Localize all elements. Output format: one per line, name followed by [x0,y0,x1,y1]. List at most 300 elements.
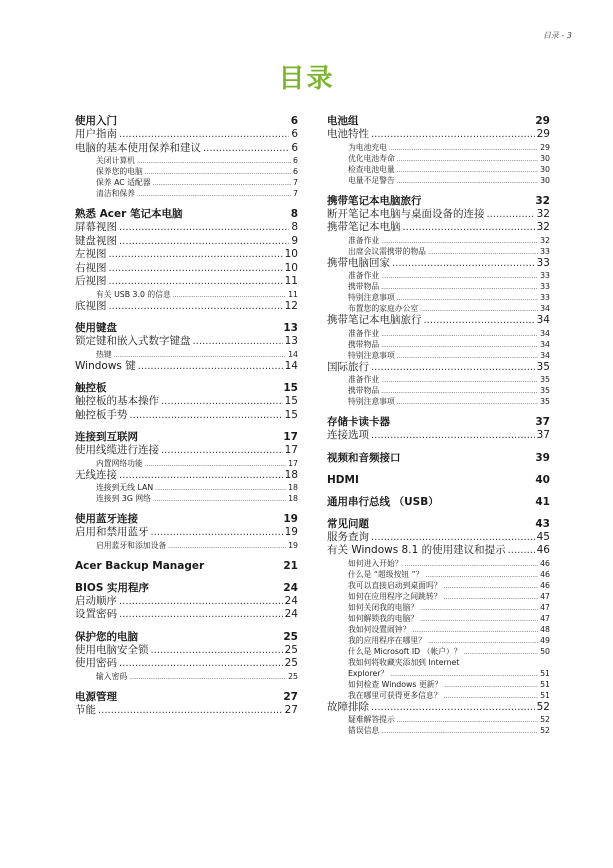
toc-page-number: 13 [283,322,298,334]
toc-entry-title: 使用蓝牙连接 [75,513,138,525]
toc-leader-dots [389,143,538,153]
toc-page-number: 11 [284,275,298,287]
toc-entry-title: 保护您的电脑 [75,630,138,643]
toc-section-heading[interactable] [327,415,550,429]
toc-entry-title: 使用线缆进行连接 [75,444,159,456]
toc-entry[interactable] [75,275,298,289]
toc-leader-dots [508,544,535,558]
toc-entry-title: 左视图 [75,248,107,260]
toc-entry-title: 特别注意事项 [348,293,395,302]
toc-entry-title: 携带物品 [348,282,380,291]
toc-leader-dots [420,614,538,624]
toc-entry[interactable] [327,725,550,736]
toc-page-number: 14 [288,349,298,359]
toc-leader-dots [412,625,538,635]
toc-entry-title: 布置您的家庭办公室 [348,304,419,313]
toc-entry[interactable] [327,635,550,646]
toc-entry-title: 特别注意事项 [348,350,395,360]
toc-entry-title: 携带笔记本电脑旅行 [327,314,422,326]
toc-entry-title: 电源管理 [75,690,117,703]
toc-leader-dots [145,459,286,469]
toc-entry-title: 我在哪里可获得更多信息？ [348,690,442,700]
toc-page-number: 14 [284,359,298,372]
toc-entry[interactable] [75,671,298,682]
toc-entry[interactable] [327,668,550,679]
toc-page-number: 37 [536,429,550,441]
toc-leader-dots [137,189,291,199]
toc-entry-title: 我的应用程序在哪里？ [348,635,426,645]
toc-page-number: 17 [283,431,298,443]
toc-entry[interactable] [327,208,550,222]
toc-page-number: 6 [291,141,298,154]
toc-entry[interactable] [75,300,298,314]
toc-left-column [75,114,298,717]
toc-section-heading[interactable] [75,690,298,704]
toc-page-number: 39 [535,451,550,464]
toc-page-number: 33 [540,282,550,291]
toc-entry[interactable] [327,292,550,303]
toc-page-number: 52 [540,715,550,724]
toc-page-number: 12 [284,299,298,312]
toc-page-number: 40 [535,473,550,486]
toc-entry[interactable] [327,339,550,350]
toc-section-heading[interactable] [75,581,298,595]
toc-leader-dots [168,541,286,551]
toc-page-number: 35 [540,375,550,384]
toc-entry[interactable] [75,177,298,188]
toc-page-number: 7 [293,189,298,198]
toc-entry-title: 有关 Windows 8.1 的使用建议和提示 [327,544,506,556]
toc-entry-title: 准备作业 [348,328,380,338]
toc-entry[interactable] [75,289,298,300]
toc-page-number: 30 [540,153,550,163]
toc-section-heading[interactable] [75,207,298,221]
toc-leader-dots [173,290,286,300]
toc-leader-dots [371,429,535,443]
toc-leader-dots [371,701,535,715]
toc-entry[interactable] [327,281,550,292]
toc-leader-dots [114,350,286,360]
toc-leader-dots [464,647,538,657]
toc-entry-title: 节能 [75,703,96,716]
toc-entry[interactable] [75,493,298,504]
toc-section-heading[interactable] [75,430,298,444]
toc-entry[interactable] [75,595,298,609]
toc-entry-title: 故障排除 [327,700,369,713]
toc-entry-title: 携带物品 [348,339,380,349]
toc-entry-title: 键盘视图 [75,234,117,247]
toc-leader-dots [397,293,538,303]
toc-entry[interactable] [327,429,550,443]
toc-leader-dots [98,704,283,718]
toc-entry[interactable] [327,580,550,591]
toc-page-number: 7 [293,178,298,187]
toc-entry-title: 触控板手势 [75,408,128,421]
toc-entry[interactable] [75,166,298,177]
toc-leader-dots [137,156,291,166]
toc-page-number: 15 [283,382,298,394]
toc-entry[interactable] [75,657,298,671]
toc-entry[interactable] [75,444,298,458]
toc-page-number: 25 [288,671,298,681]
toc-entry[interactable] [327,531,550,545]
toc-entry-title: 使用入门 [75,115,117,127]
toc-entry-title: 清洁和保养 [96,189,135,198]
toc-entry-title: BIOS 实用程序 [75,581,150,594]
toc-page-number: 29 [540,142,550,152]
toc-entry[interactable] [327,624,550,635]
toc-entry[interactable] [75,458,298,469]
toc-page-number: 34 [540,304,550,313]
toc-entry[interactable] [327,714,550,725]
toc-page-number: 34 [540,328,550,338]
toc-entry[interactable] [75,469,298,483]
toc-entry-title: 输入密码 [96,671,128,681]
toc-page-number: 17 [284,444,298,456]
toc-page-number: 35 [540,386,550,395]
page-header-label: 目录 - 3 [542,31,572,40]
toc-entry-title: 触控板的基本操作 [75,395,159,407]
toc-page-number: 51 [540,668,550,678]
toc-leader-dots [119,608,283,622]
toc-leader-dots [397,165,538,175]
toc-entry[interactable] [75,360,298,374]
toc-page-number: 13 [284,335,298,347]
toc-section-heading[interactable] [327,517,550,531]
toc-entry-title: 连接到 3G 网络 [96,494,151,503]
toc-entry-title: 什么是 Microsoft ID （帐户）？ [348,646,462,656]
toc-entry-title: 服务查询 [327,530,369,543]
toc-section-heading[interactable] [327,451,550,465]
toc-entry[interactable] [327,396,550,407]
toc-leader-dots [203,142,289,156]
toc-entry[interactable] [75,142,298,156]
toc-entry[interactable] [327,361,550,375]
toc-entry[interactable] [327,657,550,668]
toc-entry-title: 无线连接 [75,468,117,481]
toc-leader-dots [119,128,289,142]
toc-entry[interactable] [327,646,550,657]
toc-entry[interactable] [327,701,550,715]
toc-leader-dots [138,360,283,374]
toc-page-number: 46 [540,569,550,579]
toc-entry[interactable] [75,221,298,235]
toc-leader-dots [397,176,538,186]
toc-entry-title: 保养您的电脑 [96,167,143,176]
toc-leader-dots [109,275,283,289]
toc-page-number: 41 [535,495,550,508]
toc-page-number: 47 [540,602,550,612]
toc-leader-dots [161,444,283,458]
toc-page-number: 47 [540,613,550,623]
toc-entry-title: 使用密码 [75,657,117,669]
toc-page-number: 24 [284,608,298,620]
toc-page-number: 52 [540,726,550,735]
toc-entry-title: 触控板 [75,382,107,394]
toc-section-heading[interactable] [75,114,298,128]
toc-entry[interactable] [327,270,550,281]
toc-entry-title: 我如何设置闹钟？ [348,624,411,634]
toc-entry-title: 后视图 [75,275,107,287]
toc-page-number: 32 [536,221,550,233]
toc-entry[interactable] [75,262,298,276]
toc-page-number: 33 [540,271,550,280]
toc-page-number: 24 [283,581,298,594]
toc-page-number: 32 [540,235,550,245]
toc-entry[interactable] [327,246,550,257]
toc-section-heading[interactable] [327,495,550,509]
toc-entry-title: 视频和音频接口 [327,451,401,464]
toc-leader-dots [129,672,286,682]
toc-section-heading[interactable] [75,512,298,526]
toc-entry[interactable] [327,602,550,613]
toc-entry-title: 内置网络功能 [96,458,143,468]
toc-entry[interactable] [327,350,550,361]
toc-entry[interactable] [327,128,550,142]
toc-leader-dots [381,340,538,350]
toc-entry[interactable] [327,142,550,153]
toc-entry[interactable] [327,153,550,164]
toc-entry[interactable] [75,482,298,493]
toc-page-number: 6 [293,156,298,165]
toc-page-number: 43 [535,517,550,530]
toc-page-number: 33 [536,256,550,269]
toc-leader-dots [428,636,538,646]
toc-entry[interactable] [75,409,298,423]
toc-entry[interactable] [327,314,550,328]
toc-entry-title: 我可以直接启动到桌面吗？ [348,580,442,590]
toc-entry-title: 电量不足警告 [348,175,395,185]
toc-leader-dots [119,469,283,483]
toc-entry[interactable] [327,328,550,339]
toc-leader-dots [119,235,289,249]
toc-section-heading[interactable] [327,194,550,208]
toc-leader-dots [119,595,283,609]
toc-right-column [327,114,550,736]
toc-entry[interactable] [75,395,298,409]
toc-leader-dots [381,271,538,281]
toc-entry-title: 断开笔记本电脑与桌面设备的连接 [327,207,485,220]
toc-entry-title: 如何关闭我的电脑？ [348,602,419,612]
toc-page-number: 51 [540,690,550,700]
toc-entry[interactable] [327,558,550,569]
toc-leader-dots [151,644,283,658]
toc-entry-title: 出席会议需携带的物品 [348,246,426,256]
toc-entry[interactable] [327,221,550,235]
toc-page-number: 25 [284,657,298,669]
toc-leader-dots [381,329,538,339]
toc-page-number: 29 [535,115,550,127]
toc-entry-title: 携带电脑回家 [327,256,390,269]
toc-entry[interactable] [75,155,298,166]
toc-entry[interactable] [75,128,298,142]
toc-leader-dots [145,167,291,177]
toc-entry-title: 关闭计算机 [96,156,135,165]
toc-leader-dots [397,715,538,725]
toc-leader-dots [381,386,538,396]
toc-page-number: 51 [540,679,550,689]
toc-entry-title: 保养 AC 适配器 [96,178,151,187]
toc-entry[interactable] [75,248,298,262]
toc-entry[interactable] [75,704,298,718]
toc-leader-dots [403,221,535,235]
toc-entry-title: 设置密码 [75,608,117,620]
toc-section-heading[interactable] [327,473,550,487]
toc-leader-dots [381,375,538,385]
toc-section-heading[interactable] [75,381,298,395]
toc-page-number: 33 [540,246,550,256]
toc-entry[interactable] [327,679,550,690]
toc-entry-title: 熟悉 Acer 笔记本电脑 [75,208,183,220]
toc-entry[interactable] [75,608,298,622]
toc-page-number: 24 [284,594,298,607]
toc-entry-title: 如何检查 Windows 更新？ [348,679,443,689]
toc-entry[interactable] [327,257,550,271]
toc-section-heading[interactable] [75,321,298,335]
toc-leader-dots [405,559,539,569]
toc-leader-dots [444,581,539,591]
toc-entry[interactable] [327,303,550,314]
toc-entry[interactable] [327,544,550,558]
toc-leader-dots [390,669,538,679]
toc-entry-title: 连接到无线 LAN [96,483,154,492]
toc-leader-dots [161,395,283,409]
toc-leader-dots [420,304,538,314]
toc-entry-title: 电池特性 [327,128,369,140]
toc-leader-dots [119,657,283,671]
toc-entry-title: Explorer？ [348,668,389,678]
toc-entry-title: 如何在应用程序之间跳转？ [348,591,442,601]
toc-page-number: 19 [283,513,298,525]
toc-entry-title: 错误信息 [348,726,380,735]
toc-leader-dots [371,128,535,142]
toc-entry[interactable] [75,540,298,551]
toc-leader-dots [425,570,538,580]
toc-page-number: 18 [288,494,298,503]
toc-page-number: 32 [536,207,550,220]
toc-entry-title: 启用和禁用蓝牙 [75,526,149,538]
toc-entry-title: 通用串行总线 （USB） [327,495,439,508]
toc-entry-title: 使用键盘 [75,322,117,334]
toc-entry-title: 有关 USB 3.0 的信息 [96,289,171,299]
toc-entry[interactable] [327,690,550,701]
toc-leader-dots [130,409,283,423]
toc-entry-title: 电池组 [327,115,359,127]
toc-entry-title: 如何解锁我的电脑？ [348,613,419,623]
toc-entry[interactable] [75,349,298,360]
toc-leader-dots [444,680,538,690]
toc-entry-title: 优化电池寿命 [348,153,395,163]
toc-page-number: 34 [540,350,550,360]
toc-page-number: 46 [540,580,550,590]
toc-entry-title: 携带物品 [348,386,380,395]
toc-page-number: 34 [536,314,550,326]
toc-entry-title: 携带笔记本电脑 [327,221,401,233]
toc-page-number: 17 [288,458,298,468]
toc-page-number: 34 [540,339,550,349]
toc-entry-title: 准备作业 [348,235,380,245]
toc-page-number: 46 [540,558,550,568]
toc-entry-title: 启用蓝牙和添加设备 [96,540,167,550]
toc-leader-dots [371,361,535,375]
toc-entry-title: 屏幕视图 [75,221,117,233]
toc-leader-dots [371,531,535,545]
toc-page-number: 37 [535,416,550,428]
toc-entry-title: 准备作业 [348,271,380,280]
toc-page-number: 11 [288,289,298,299]
toc-leader-dots [397,397,538,407]
toc-page-number: 35 [540,397,550,406]
toc-section-heading[interactable] [75,630,298,644]
toc-page-number: 8 [290,208,298,220]
toc-entry-title: 连接到互联网 [75,431,138,443]
toc-page-number: 6 [291,128,298,140]
toc-entry[interactable] [75,644,298,658]
toc-section-heading[interactable] [327,114,550,128]
toc-entry-title: HDMI [327,473,359,486]
toc-page-number: 18 [284,468,298,481]
page-title: 目录 [278,64,335,94]
toc-entry-title: Acer Backup Manager [75,559,205,572]
toc-entry[interactable] [327,164,550,175]
toc-page-number: 25 [283,630,298,643]
toc-page-number: 19 [288,540,298,550]
toc-leader-dots [153,178,291,188]
toc-page-number: 27 [284,703,298,716]
toc-entry[interactable] [75,188,298,199]
toc-leader-dots [487,208,535,222]
toc-entry[interactable] [75,526,298,540]
toc-page-number: 6 [293,167,298,176]
toc-entry[interactable] [75,335,298,349]
toc-leader-dots [381,726,538,736]
toc-page-number: 29 [536,128,550,140]
toc-entry-title: 连接选项 [327,429,369,441]
toc-entry[interactable] [327,569,550,580]
toc-entry[interactable] [327,175,550,186]
toc-leader-dots [109,262,283,276]
toc-page-number: 19 [284,526,298,538]
toc-leader-dots [420,603,538,613]
toc-entry[interactable] [327,374,550,385]
toc-entry-title: 检查电池电量 [348,164,395,174]
toc-page-number: 15 [284,395,298,407]
toc-entry-title: Windows 键 [75,359,136,372]
toc-entry[interactable] [327,591,550,602]
toc-leader-dots [397,351,538,361]
toc-entry-title: 底视图 [75,299,107,312]
toc-page-number: 6 [290,115,298,127]
toc-leader-dots [381,236,538,246]
toc-entry-title: 如何进入开始？ [348,558,403,568]
toc-entry[interactable] [327,385,550,396]
toc-entry-title: 什么是 “超级按钮 ”？ [348,569,424,579]
toc-entry[interactable] [327,613,550,624]
toc-entry-title: 疑难解答提示 [348,715,395,724]
toc-entry-title: 热键 [96,349,112,359]
toc-page-number: 46 [536,544,550,556]
toc-entry-title: 用户指南 [75,128,117,140]
toc-entry-title: 准备作业 [348,375,380,384]
toc-page-number: 8 [291,221,298,233]
toc-entry[interactable] [327,235,550,246]
toc-entry[interactable] [75,235,298,249]
toc-leader-dots [397,154,538,164]
toc-leader-dots [153,494,286,504]
toc-section-heading[interactable] [75,559,298,573]
toc-leader-dots [381,282,538,292]
toc-page-number: 48 [540,624,550,634]
